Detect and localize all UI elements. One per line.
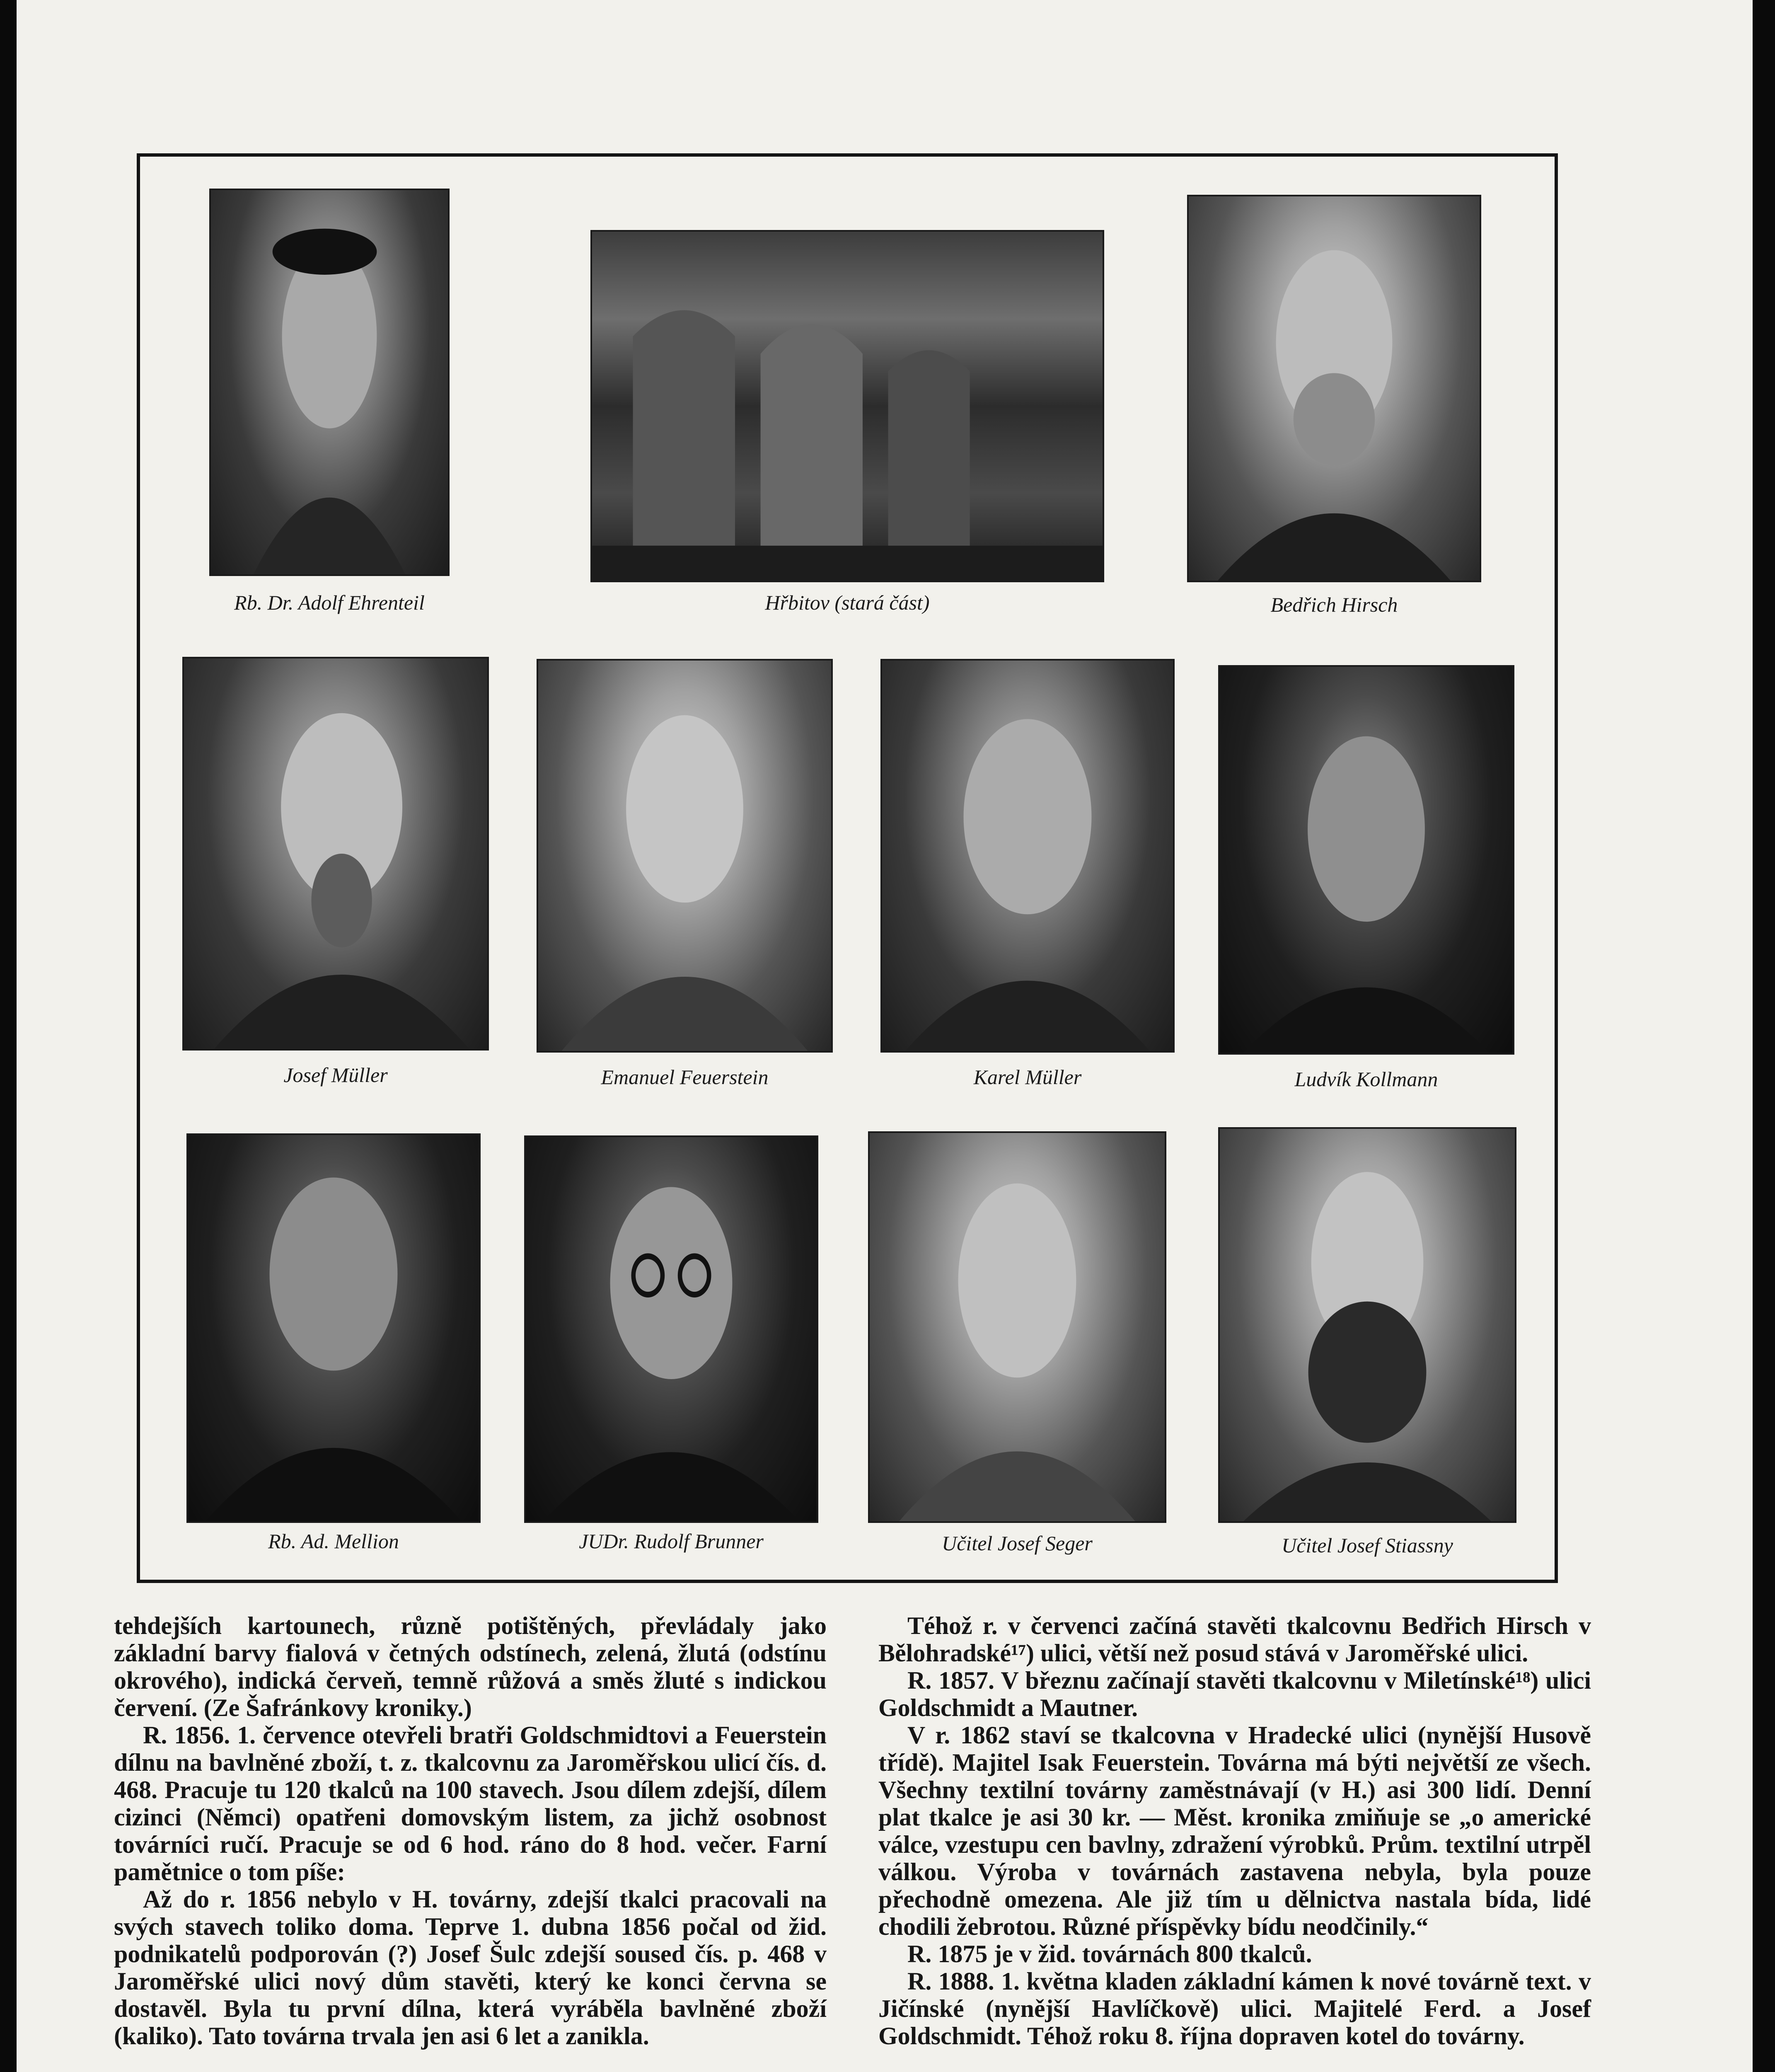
portrait-photo-icon bbox=[209, 189, 450, 576]
portrait-photo-icon bbox=[537, 659, 833, 1053]
cemetery-photo-icon bbox=[590, 230, 1104, 582]
caption-hrbitov: Hřbitov (stará část) bbox=[765, 591, 930, 614]
caption-josef-muller: Josef Müller bbox=[283, 1063, 388, 1087]
paragraph: V r. 1862 staví se tkalcovna v Hradecké ulici (nynější Husově třídě). Majitel Isak Feuerstein. Továrna má býti největší ze všech. Všechny textilní továrny zaměstnávají (v H.) asi 300 lidí. Denní plat tkalce je asi 30 kr. — Měst. kronika zmiňuje se „o americké válce, vzestupu cen bavlny, zdražení výrobků. Prům. textilní utrpěl válkou. Výroba v továrnách zastavena nebyla, byla pouze přechodně omezena. Ale již tím u dělnictva nastala bída, lidé chodili žebrotou. Různé příspěvky bídu neodčinily.“ bbox=[878, 1721, 1591, 1940]
paragraph: R. 1888. 1. května kladen základní kámen k nové továrně text. v Jičínské (nynější Havlíčkově) ulici. Majitelé Ferd. a Josef Goldschmidt. Téhož roku 8. října dopraven kotel do továrny. bbox=[878, 1968, 1591, 2050]
caption-ad-mellion: Rb. Ad. Mellion bbox=[268, 1530, 399, 1553]
caption-ludvik-kollmann: Ludvík Kollmann bbox=[1294, 1067, 1438, 1091]
portrait-photo-icon bbox=[1187, 195, 1481, 582]
portrait-photo-icon bbox=[182, 657, 489, 1051]
portrait-photo-icon bbox=[1218, 665, 1514, 1055]
left-text-column bbox=[114, 1612, 827, 2050]
paragraph: R. 1875 je v žid. továrnách 800 tkalců. bbox=[907, 1940, 1312, 1968]
portrait-photo-icon bbox=[186, 1133, 481, 1523]
caption-bedrich-hirsch: Bedřich Hirsch bbox=[1270, 593, 1398, 616]
caption-karel-muller: Karel Müller bbox=[973, 1065, 1082, 1089]
paragraph: Až do r. 1856 nebylo v H. továrny, zdejší tkalci pracovali na svých stavech toliko doma. Teprve 1. dubna 1856 počal od žid. podnikatelů podporován (?) Josef Šulc zdejší soused čís. p. 468 v Jaroměřské ulici nový dům stavěti, který ke konci června se dostavěl. Byla tu první dílna, která vyráběla bavlněné zboží (kaliko). Tato továrna trvala jen asi 6 let a zanikla. bbox=[114, 1886, 827, 2050]
caption-josef-stiassny: Učitel Josef Stiassny bbox=[1282, 1534, 1453, 1557]
page bbox=[17, 0, 1753, 2072]
portrait-photo-icon bbox=[524, 1135, 818, 1523]
paragraph: tehdejších kartounech, různě potištěných, převládaly jako základní barvy fialová v četných odstínech, zelená, žlutá (odstínu okrového), indická červeň, temně růžová a směs žluté s indickou červení. (Ze Šafránkovy kroniky.) bbox=[114, 1612, 827, 1721]
caption-josef-seger: Učitel Josef Seger bbox=[942, 1532, 1093, 1555]
paragraph: R. 1856. 1. července otevřeli bratři Goldschmidtovi a Feuerstein dílnu na bavlněné zboží, t. z. tkalcovnu za Jaroměřskou ulicí čís. d. 468. Pracuje tu 120 tkalců na 100 stavech. Jsou dílem zdejší, dílem cizinci (Němci) opatřeni domovským listem, za jichž osobnost továrníci ručí. Pracuje se od 6 hod. ráno do 8 hod. večer. Farní pamětnice o tom píše: bbox=[114, 1721, 827, 1886]
paragraph: Téhož r. v červenci začíná stavěti tkalcovnu Bedřich Hirsch v Bělohradské¹⁷) ulici, větší než posud stává v Jaroměřské ulici. bbox=[878, 1612, 1591, 1667]
portrait-photo-icon bbox=[880, 659, 1175, 1053]
portrait-photo-icon bbox=[1218, 1127, 1516, 1523]
caption-emanuel-feuerstein: Emanuel Feuerstein bbox=[601, 1065, 769, 1089]
caption-rudolf-brunner: JUDr. Rudolf Brunner bbox=[579, 1530, 764, 1553]
paragraph: R. 1857. V březnu začínají stavěti tkalcovnu v Miletínské¹⁸) ulici Goldschmidt a Mautner. bbox=[878, 1667, 1591, 1721]
portrait-photo-icon bbox=[868, 1131, 1166, 1523]
caption-adolf-ehrenteil: Rb. Dr. Adolf Ehrenteil bbox=[234, 591, 425, 614]
right-text-column bbox=[878, 1612, 1591, 2050]
